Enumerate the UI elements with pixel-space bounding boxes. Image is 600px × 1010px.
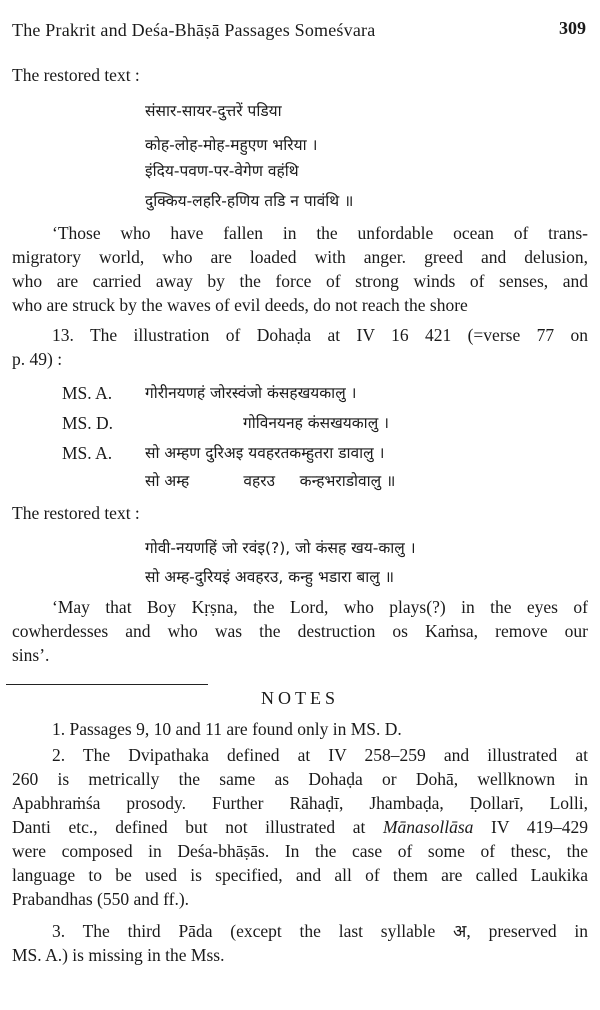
translation-line: who are carried away by the force of strong winds of senses, and bbox=[12, 271, 588, 291]
note-2-line: Apabhraṁśa prosody. Further Rāhaḍī, Jhambaḍa, Ḍollarī, Lolli, bbox=[12, 793, 588, 813]
verse-line: गोवी-नयणहिं जो रवंइ(?), जो कंसह खय-कालु । bbox=[145, 539, 416, 557]
note-1: 1. Passages 9, 10 and 11 are found only in MS. D. bbox=[52, 719, 402, 739]
note-2-line: language to be used is specified, and all of them are called Laukika bbox=[12, 865, 588, 885]
verse-line: सो अम्ह-दुरियइं अवहरउ, कन्हु भडारा बालु ॥ bbox=[145, 568, 395, 586]
note-2-line: Prabandhas (550 and ff.). bbox=[12, 889, 190, 909]
verse-line: संसार-सायर-दुत्तरें पडिया bbox=[145, 102, 282, 120]
note-3-line: 3. The third Pāda (except the last syllable अ, preserved in bbox=[52, 921, 588, 941]
note-2-text: IV 419–429 bbox=[473, 817, 589, 837]
translation-line: migratory world, who are loaded with anger. greed and delusion, bbox=[12, 247, 588, 267]
page-number: 309 bbox=[559, 18, 586, 38]
note-2-text: Danti etc., defined but not illustrated at bbox=[12, 817, 366, 837]
running-head: The Prakrit and Deśa-Bhāṣā Passages Someśvara bbox=[12, 20, 376, 40]
section-divider bbox=[6, 684, 208, 685]
restored-text-label: The restored text : bbox=[12, 65, 140, 85]
verse-line: इंदिय-पवण-पर-वेगेण वहंथि bbox=[145, 162, 299, 180]
item-13-line: p. 49) : bbox=[12, 349, 63, 369]
note-2-line: 2. The Dvipathaka defined at IV 258–259 and illustrated at bbox=[52, 745, 588, 765]
work-title: Mānasollāsa bbox=[382, 817, 474, 837]
manuscript-reading: सो अम्हण दुरिअइ यवहरतकम्हुतरा डावालु । bbox=[145, 444, 385, 462]
manuscript-reading: गोरीनयणहं जोरस्वंजो कंसहखयकालु । bbox=[145, 384, 357, 402]
manuscript-label: MS. A. bbox=[62, 383, 113, 403]
manuscript-reading: सो अम्ह वहरउ कन्हभराडोवालु ॥ bbox=[145, 472, 396, 490]
manuscript-label: MS. D. bbox=[62, 413, 114, 433]
note-2-line bbox=[12, 816, 588, 838]
translation-line: cowherdesses and who was the destruction os Kaṁsa, remove our bbox=[12, 621, 588, 641]
translation-line: who are struck by the waves of evil deeds, do not reach the shore bbox=[12, 295, 468, 315]
translation-line: ‘Those who have fallen in the unfordable ocean of trans- bbox=[52, 223, 588, 243]
translation-line: sins’. bbox=[12, 645, 50, 665]
verse-line: दुक्किय-लहरि-हणिय तडि न पावंथि ॥ bbox=[145, 192, 354, 210]
note-3-line: MS. A.) is missing in the Mss. bbox=[12, 945, 225, 965]
notes-heading: NOTES bbox=[261, 688, 339, 708]
translation-line: ‘May that Boy Kṛṣna, the Lord, who plays(?) in the eyes of bbox=[52, 597, 588, 617]
restored-text-label: The restored text : bbox=[12, 503, 140, 523]
manuscript-label: MS. A. bbox=[62, 443, 113, 463]
verse-line: कोह-लोह-मोह-महुएण भरिया । bbox=[145, 136, 318, 154]
note-2-line: were composed in Deśa-bhāṣās. In the case of some of thesc, the bbox=[12, 841, 588, 861]
page-header bbox=[12, 20, 586, 46]
note-2-line: 260 is metrically the same as Dohaḍa or Dohā, wellknown in bbox=[12, 769, 588, 789]
item-13-line: 13. The illustration of Dohaḍa at IV 16 421 (=verse 77 on bbox=[52, 325, 588, 345]
manuscript-reading: गोविनयनह कंसखयकालु । bbox=[243, 414, 390, 432]
